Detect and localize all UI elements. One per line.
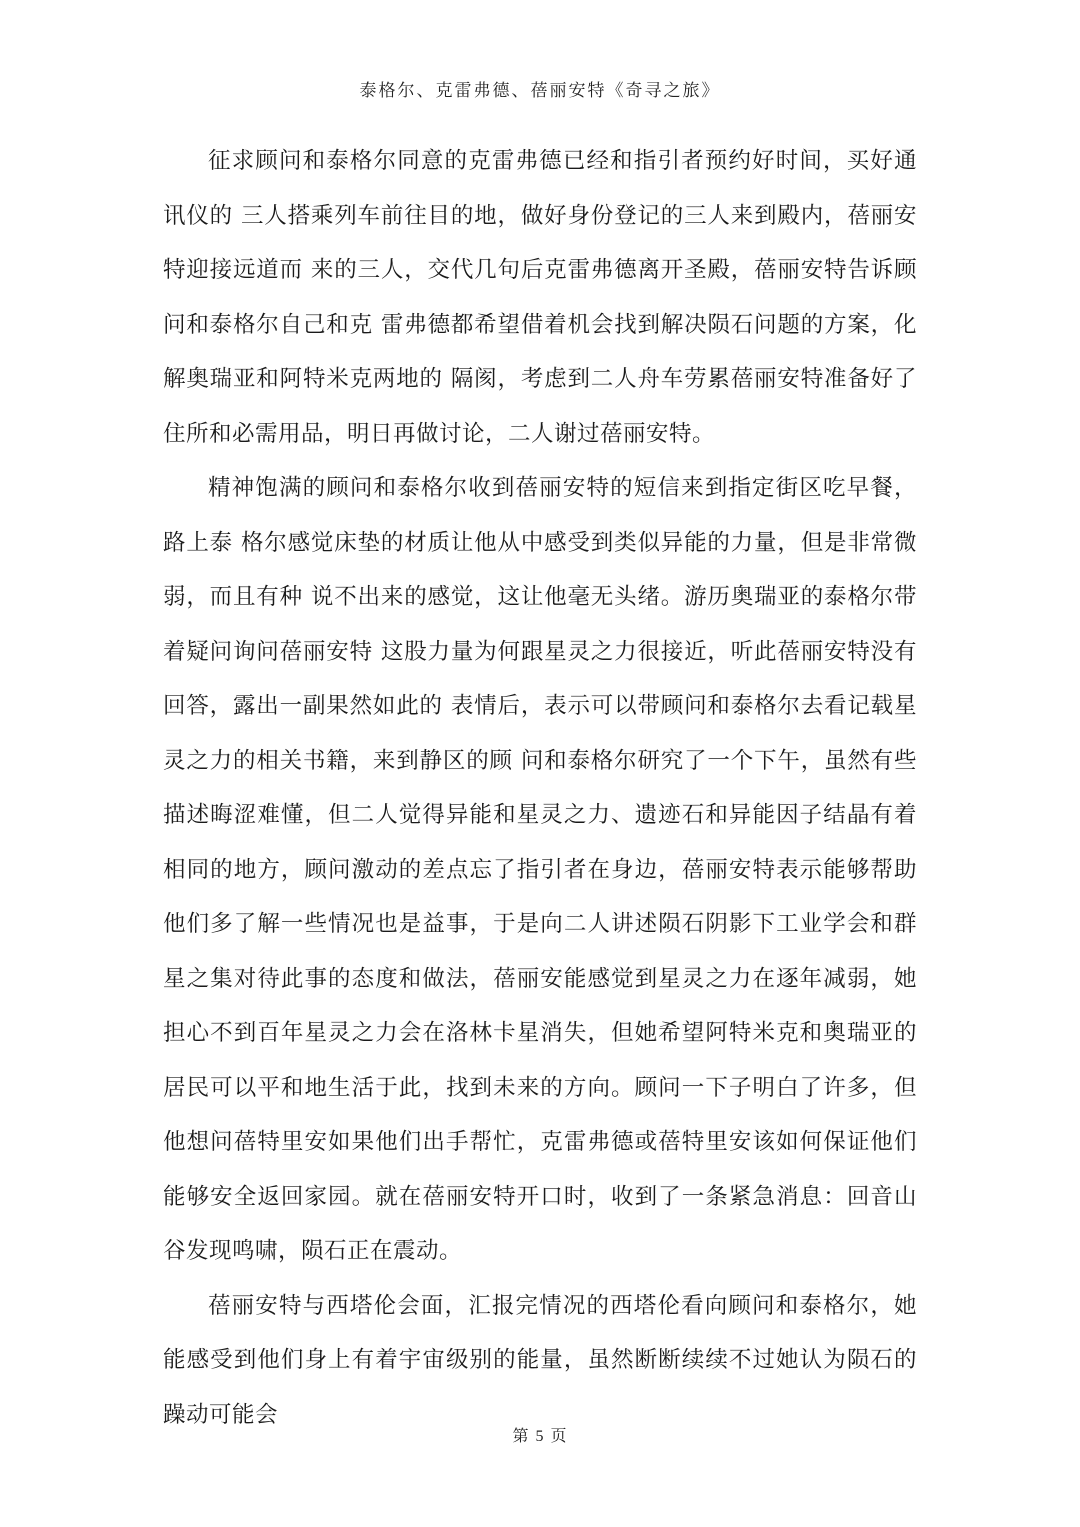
page-number: 5 (535, 1428, 545, 1445)
page-header: 泰格尔、克雷弗德、蓓丽安特《奇寻之旅》 (359, 81, 721, 101)
page-number-suffix: 页 (550, 1426, 568, 1445)
page-number-prefix: 第 (512, 1426, 530, 1445)
paragraph-1: 征求顾问和泰格尔同意的克雷弗德已经和指引者预约好时间，买好通讯仪的 三人搭乘列车前往目的地，做好身份登记的三人来到殿内，蓓丽安特迎接远道而 来的三人，交代几句后克雷弗德离开圣殿，蓓丽安特告诉顾问和泰格尔自己和克 雷弗德都希望借着机会找到解决陨石问题的方案，化解奥瑞亚和阿特米克两地的 隔阂，考虑到二人舟车劳累蓓丽安特准备好了住所和必需用品，明日再做讨论，二人谢过蓓丽安特。 (163, 148, 917, 447)
paragraph-2: 精神饱满的顾问和泰格尔收到蓓丽安特的短信来到指定街区吃早餐，路上泰 格尔感觉床垫的材质让他从中感受到类似异能的力量，但是非常微弱，而且有种 说不出来的感觉，这让他毫无头绪。游历奥瑞亚的泰格尔带着疑问询问蓓丽安特 这股力量为何跟星灵之力很接近，听此蓓丽安特没有回答，露出一副果然如此的 表情后，表示可以带顾问和泰格尔去看记载星灵之力的相关书籍，来到静区的顾 问和泰格尔研究了一个下午，虽然有些描述晦涩难懂，但二人觉得异能和星灵之力、遗迹石和异能因子结晶有着相同的地方，顾问激动的差点忘了指引者在身边，蓓丽安特表示能够帮助他们多了解一些情况也是益事，于是向二人讲述陨石阴影下工业学会和群星之集对待此事的态度和做法，蓓丽安能感觉到星灵之力在逐年减弱，她担心不到百年星灵之力会在洛林卡星消失，但她希望阿特米克和奥瑞亚的居民可以平和地生活于此，找到未来的方向。顾问一下子明白了许多，但他想问蓓特里安如果他们出手帮忙，克雷弗德或蓓特里安该如何保证他们能够安全返回家园。就在蓓丽安特开口时，收到了一条紧急消息：回音山谷发现鸣啸，陨石正在震动。 (163, 475, 917, 1264)
paragraph-3: 蓓丽安特与西塔伦会面，汇报完情况的西塔伦看向顾问和泰格尔，她能感受到他们身上有着宇宙级别的能量，虽然断断续续不过她认为陨石的躁动可能会 (163, 1292, 917, 1428)
document-body (163, 134, 917, 1442)
page-footer (0, 1423, 1080, 1446)
